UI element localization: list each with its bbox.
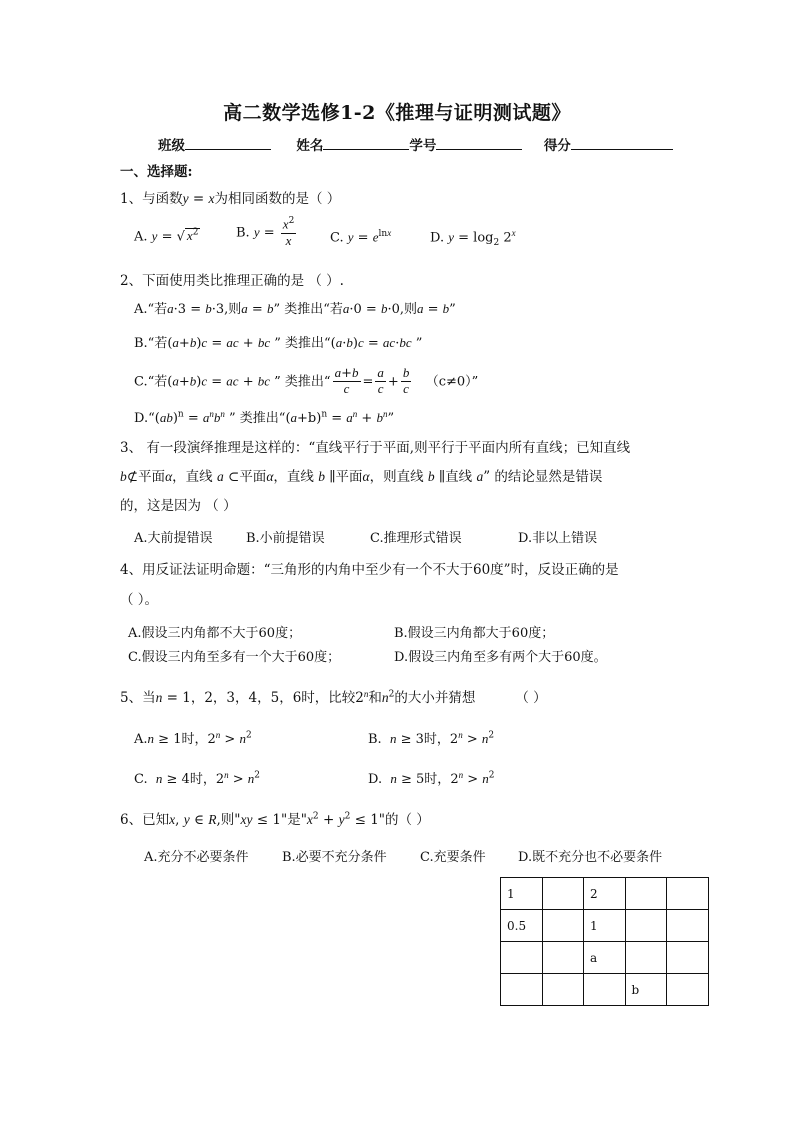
question-1-stem: 1、与函数y = x为相同函数的是（ ） <box>120 191 341 207</box>
table-row <box>501 974 709 1006</box>
table-cell <box>501 942 543 974</box>
question-3-line-1: 3、 有一段演绎推理是这样的：“直线平行于平面,则平行于平面内所有直线；已知直线 <box>120 440 631 456</box>
class-label: 班级 <box>158 138 185 154</box>
student-info-line <box>158 134 673 154</box>
question-4-option-d: D.假设三内角至多有两个大于60度。 <box>394 650 607 665</box>
table-cell <box>542 974 584 1006</box>
name-label: 姓名 <box>296 138 324 154</box>
table-cell: 1 <box>501 878 543 910</box>
question-4-line-2: （ ）。 <box>120 592 159 608</box>
table-row <box>501 878 709 910</box>
table-cell <box>667 878 709 910</box>
question-3-option-c: C.推理形式错误 <box>370 531 462 546</box>
question-1-option-a: A. y = √ $x^2$ <box>134 228 199 245</box>
section-title: 一、选择题: <box>120 164 193 180</box>
question-3-option-a: A.大前提错误 <box>134 531 213 546</box>
table-cell: 1 <box>584 910 626 942</box>
table-row <box>501 942 709 974</box>
table-cell: 2 <box>584 878 626 910</box>
question-6-option-b: B.必要不充分条件 <box>282 850 387 865</box>
table-row <box>501 910 709 942</box>
question-5-option-a: A.n ≥ 1时，$2^n > n^2$ <box>134 729 252 747</box>
question-2-option-a: A.“若a·3 = b·3,则a = b” 类推出“若a·0 = b·0,则a = b” <box>134 301 456 317</box>
table-cell <box>542 910 584 942</box>
table-cell <box>542 878 584 910</box>
table-cell <box>584 974 626 1006</box>
table-cell <box>667 942 709 974</box>
table-cell <box>625 910 667 942</box>
question-5-option-c: C. n ≥ 4时，$2^n > n^2$ <box>134 769 261 787</box>
table-cell <box>542 942 584 974</box>
question-2-stem: 2、下面使用类比推理正确的是 （ ）. <box>120 273 344 289</box>
table-cell <box>667 974 709 1006</box>
question-6-option-c: C.充要条件 <box>420 850 486 865</box>
question-2-option-c: C.“若(a+b)c = ac + bc ” 类推出“ $\frac{a+b}{c}$ = $\frac{a}{c}$ + $\frac{b}{c}$ （c≠0）” <box>134 365 479 397</box>
page-title: 高二数学选修1-2《推理与证明测试题》 <box>223 102 571 124</box>
question-4-option-a: A.假设三内角都不大于60度； <box>128 626 302 641</box>
name-blank <box>323 136 409 150</box>
score-label: 得分 <box>543 138 571 154</box>
score-blank <box>571 136 673 150</box>
question-2-option-b: B.“若(a+b)c = ac + bc ” 类推出“(a·b)c = ac·bc ” <box>134 335 423 351</box>
question-6-stem: 6、已知x, y ∈ R,则"xy ≤ 1"是"$x^2 + y^2 \le 1$"的（ ） <box>120 811 430 828</box>
table-cell <box>625 878 667 910</box>
table-cell: b <box>625 974 667 1006</box>
question-5-option-d: D. n ≥ 5时，$2^n > n^2$ <box>368 769 495 787</box>
question-6-option-a: A.充分不必要条件 <box>144 850 249 865</box>
number-grid-table <box>500 877 709 1006</box>
id-blank <box>436 136 522 150</box>
question-2-option-d: D.“(ab)$^n$ = $a^nb^n$ ” 类推出“$(a+b)^n = a^n + b^n$” <box>134 408 395 426</box>
question-4-line-1: 4、用反证法证明命题：“三角形的内角中至少有一个不大于60度”时，反设正确的是 <box>120 562 619 578</box>
id-label: 学号 <box>409 138 437 154</box>
question-4-option-b: B.假设三内角都大于60度； <box>394 626 555 641</box>
table-cell <box>501 974 543 1006</box>
question-3-line-2: b⊄平面α，直线 a ⊂平面α，直线 b ∥平面α，则直线 b ∥直线 a” 的结论显然是错误 <box>120 469 603 485</box>
question-1-option-d: D. $y = \log_2 2^x$ <box>430 228 516 248</box>
question-3-line-3: 的，这是因为 （ ） <box>120 498 237 514</box>
question-4-option-c: C.假设三内角至多有一个大于60度； <box>128 650 341 665</box>
table-cell <box>667 910 709 942</box>
question-1-option-b: B. y = $\frac{x^2}{x}$ <box>236 216 295 248</box>
class-blank <box>185 136 271 150</box>
question-3-option-d: D.非以上错误 <box>518 531 598 546</box>
question-3-option-b: B.小前提错误 <box>246 531 325 546</box>
table-cell: 0.5 <box>501 910 543 942</box>
question-5-stem: 5、当n = 1，2，3，4，5，6时，比较2$^n$和$n^2$的大小并猜想 （ ） <box>120 688 547 706</box>
question-5-option-b: B. n ≥ 3时，$2^n > n^2$ <box>368 729 495 747</box>
table-cell <box>625 942 667 974</box>
question-6-option-d: D.既不充分也不必要条件 <box>518 850 663 865</box>
table-cell: a <box>584 942 626 974</box>
question-1-option-c: C. $y = e^{lnx}$ <box>330 228 392 246</box>
